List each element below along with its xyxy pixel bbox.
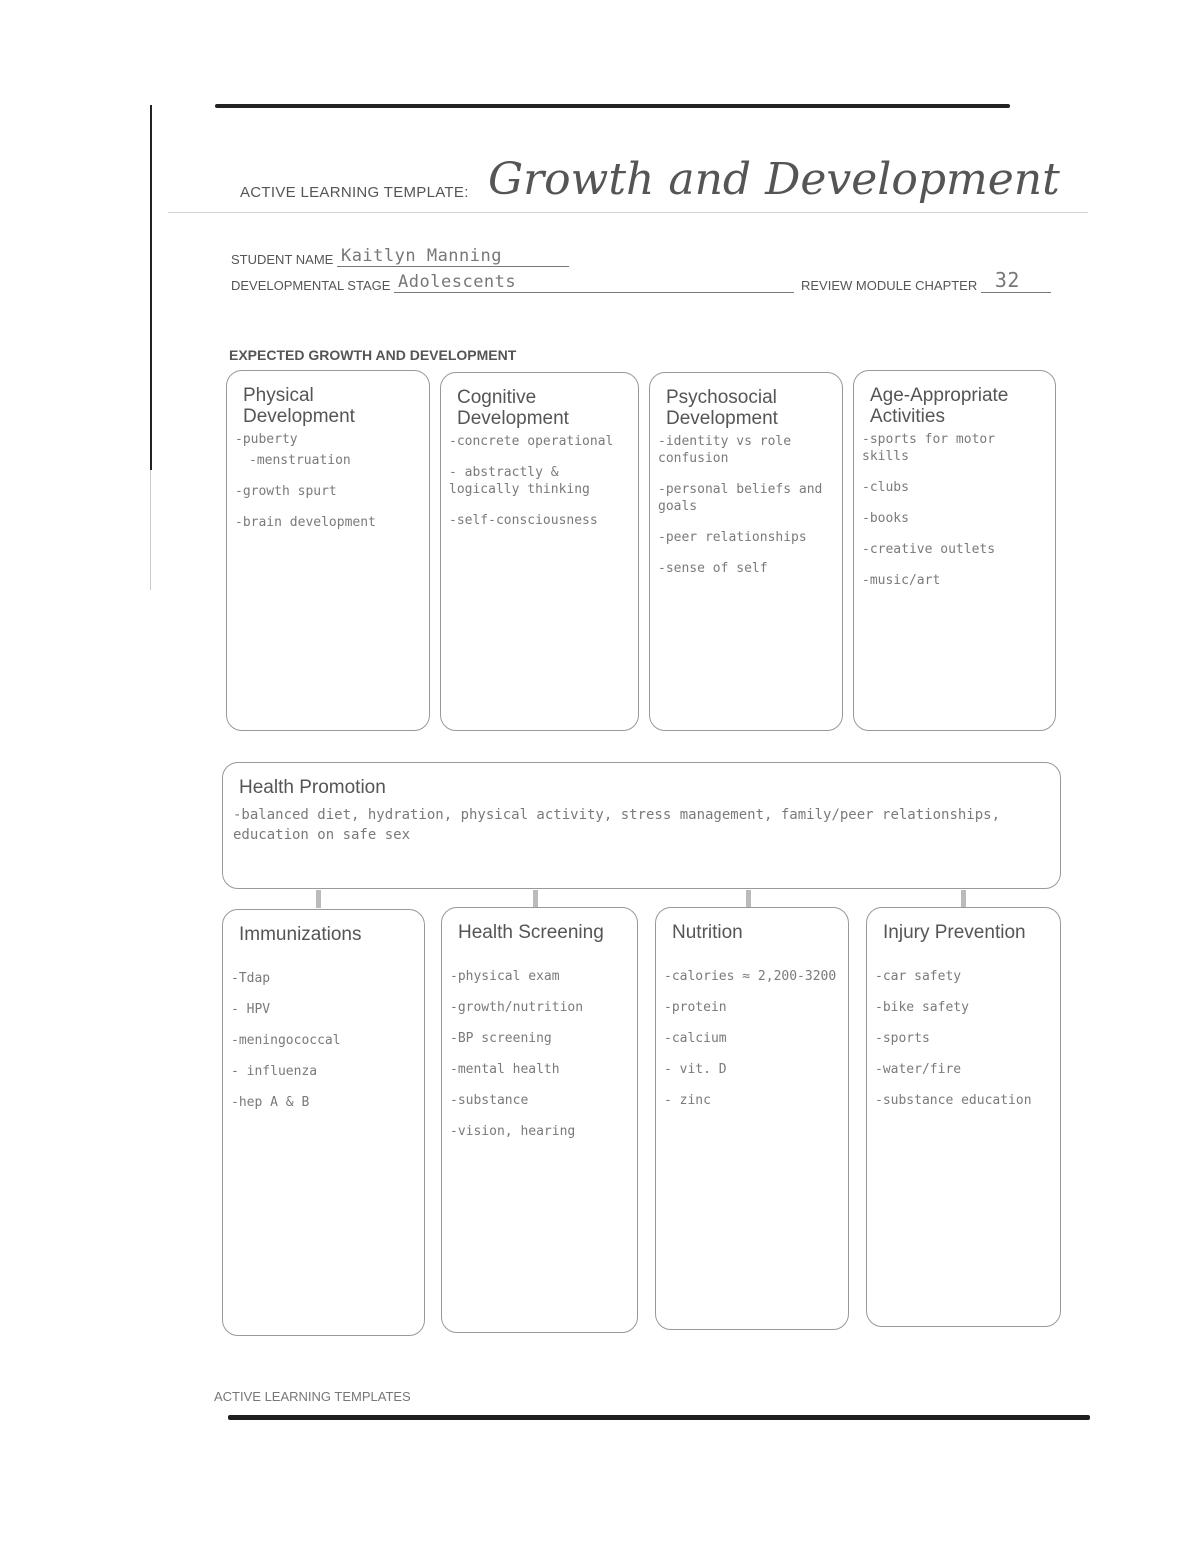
box-list (862, 431, 1049, 603)
list-item: -physical exam (450, 969, 560, 984)
box-list (450, 968, 631, 1154)
box-list (231, 970, 418, 1125)
list-item: -substance education (875, 1093, 1032, 1108)
review-module-field (801, 268, 1051, 293)
list-item: -books (862, 511, 909, 526)
review-module-line[interactable] (981, 268, 1051, 293)
box-list (875, 968, 1054, 1123)
list-item: -personal beliefs and goals (658, 482, 823, 514)
list-item: -hep A & B (231, 1095, 310, 1110)
list-item: -self-consciousness (449, 513, 598, 528)
developmental-stage-line[interactable] (394, 272, 794, 293)
list-item: - HPV (231, 1002, 271, 1017)
list-item: - vit. D (664, 1062, 727, 1077)
developmental-stage-label: DEVELOPMENTAL STAGE (231, 278, 391, 293)
box-list (235, 431, 423, 545)
developmental-stage-value: Adolescents (398, 272, 517, 292)
footer-label: ACTIVE LEARNING TEMPLATES (214, 1389, 411, 1404)
list-item: -puberty (235, 432, 298, 447)
box-title: Health Promotion (239, 777, 386, 798)
box-title: Cognitive Development (457, 387, 569, 429)
list-item: -water/fire (875, 1062, 962, 1077)
health-promotion-box (222, 762, 1061, 889)
box-title: Nutrition (672, 922, 743, 943)
list-item: -calcium (664, 1031, 727, 1046)
student-name-line[interactable] (337, 246, 569, 267)
box-list (449, 433, 632, 543)
expected-growth-heading: EXPECTED GROWTH AND DEVELOPMENT (229, 347, 517, 363)
list-item: -vision, hearing (450, 1124, 576, 1139)
list-item: -bike safety (875, 1000, 969, 1015)
connector-line (533, 890, 538, 908)
list-item: -BP screening (450, 1031, 552, 1046)
template-label: ACTIVE LEARNING TEMPLATE: (240, 184, 469, 201)
template-header (240, 150, 1060, 220)
list-item: -growth/nutrition (450, 1000, 584, 1015)
cognitive-development-box (440, 372, 639, 731)
list-item: -sense of self (658, 561, 768, 576)
list-item: -brain development (235, 515, 376, 530)
immunizations-box (222, 909, 425, 1336)
box-title: Injury Prevention (883, 922, 1026, 943)
physical-development-box (226, 370, 430, 731)
list-item: - zinc (664, 1093, 711, 1108)
list-item: -concrete operational (449, 434, 614, 449)
list-item: -clubs (862, 480, 909, 495)
list-item: -Tdap (231, 971, 271, 986)
page-edge-shadow (150, 470, 151, 590)
box-title: Health Screening (458, 922, 604, 943)
list-item: -menstruation (249, 453, 351, 468)
list-item: -creative outlets (862, 542, 996, 557)
list-item: -car safety (875, 969, 962, 984)
box-title: Immunizations (239, 924, 362, 945)
list-item: -sports (875, 1031, 930, 1046)
list-item: -growth spurt (235, 484, 337, 499)
page-edge-line (150, 105, 152, 470)
box-title: Psychosocial Development (666, 387, 778, 429)
list-item: -sports for motor skills (862, 432, 996, 464)
list-item: - influenza (231, 1064, 318, 1079)
list-item: -identity vs role confusion (658, 434, 792, 466)
bottom-rule (228, 1415, 1090, 1420)
age-appropriate-activities-box (853, 370, 1056, 731)
nutrition-box (655, 907, 849, 1330)
student-name-field (231, 246, 569, 267)
injury-prevention-box (866, 907, 1061, 1327)
list-item: -protein (664, 1000, 727, 1015)
list-item: -substance (450, 1093, 529, 1108)
list-item: -mental health (450, 1062, 560, 1077)
box-list (664, 968, 842, 1123)
box-list (658, 433, 836, 591)
student-name-value: Kaitlyn Manning (340, 246, 502, 266)
title-underline (168, 212, 1088, 213)
top-rule (215, 104, 1010, 108)
connector-line (961, 890, 966, 908)
health-screening-box (441, 907, 638, 1333)
template-title: Growth and Development (488, 154, 1060, 205)
connector-line (316, 890, 321, 908)
list-item: -music/art (862, 573, 941, 588)
list-item: -meningococcal (231, 1033, 341, 1048)
box-title: Age-Appropriate Activities (870, 385, 1009, 427)
list-item: - abstractly & logically thinking (449, 465, 590, 497)
psychosocial-development-box (649, 372, 843, 731)
health-promotion-text: -balanced diet, hydration, physical activity, stress management, family/peer relationships, education on safe sex (233, 807, 1001, 843)
list-item: -peer relationships (658, 530, 807, 545)
review-module-value: 32 (994, 268, 1020, 292)
box-title: Physical Development (243, 385, 355, 427)
student-name-label: STUDENT NAME (231, 252, 334, 267)
developmental-stage-field (231, 272, 794, 293)
list-item: -calories ≈ 2,200-3200 (664, 969, 837, 984)
connector-line (746, 890, 751, 908)
review-module-label: REVIEW MODULE CHAPTER (801, 278, 978, 293)
